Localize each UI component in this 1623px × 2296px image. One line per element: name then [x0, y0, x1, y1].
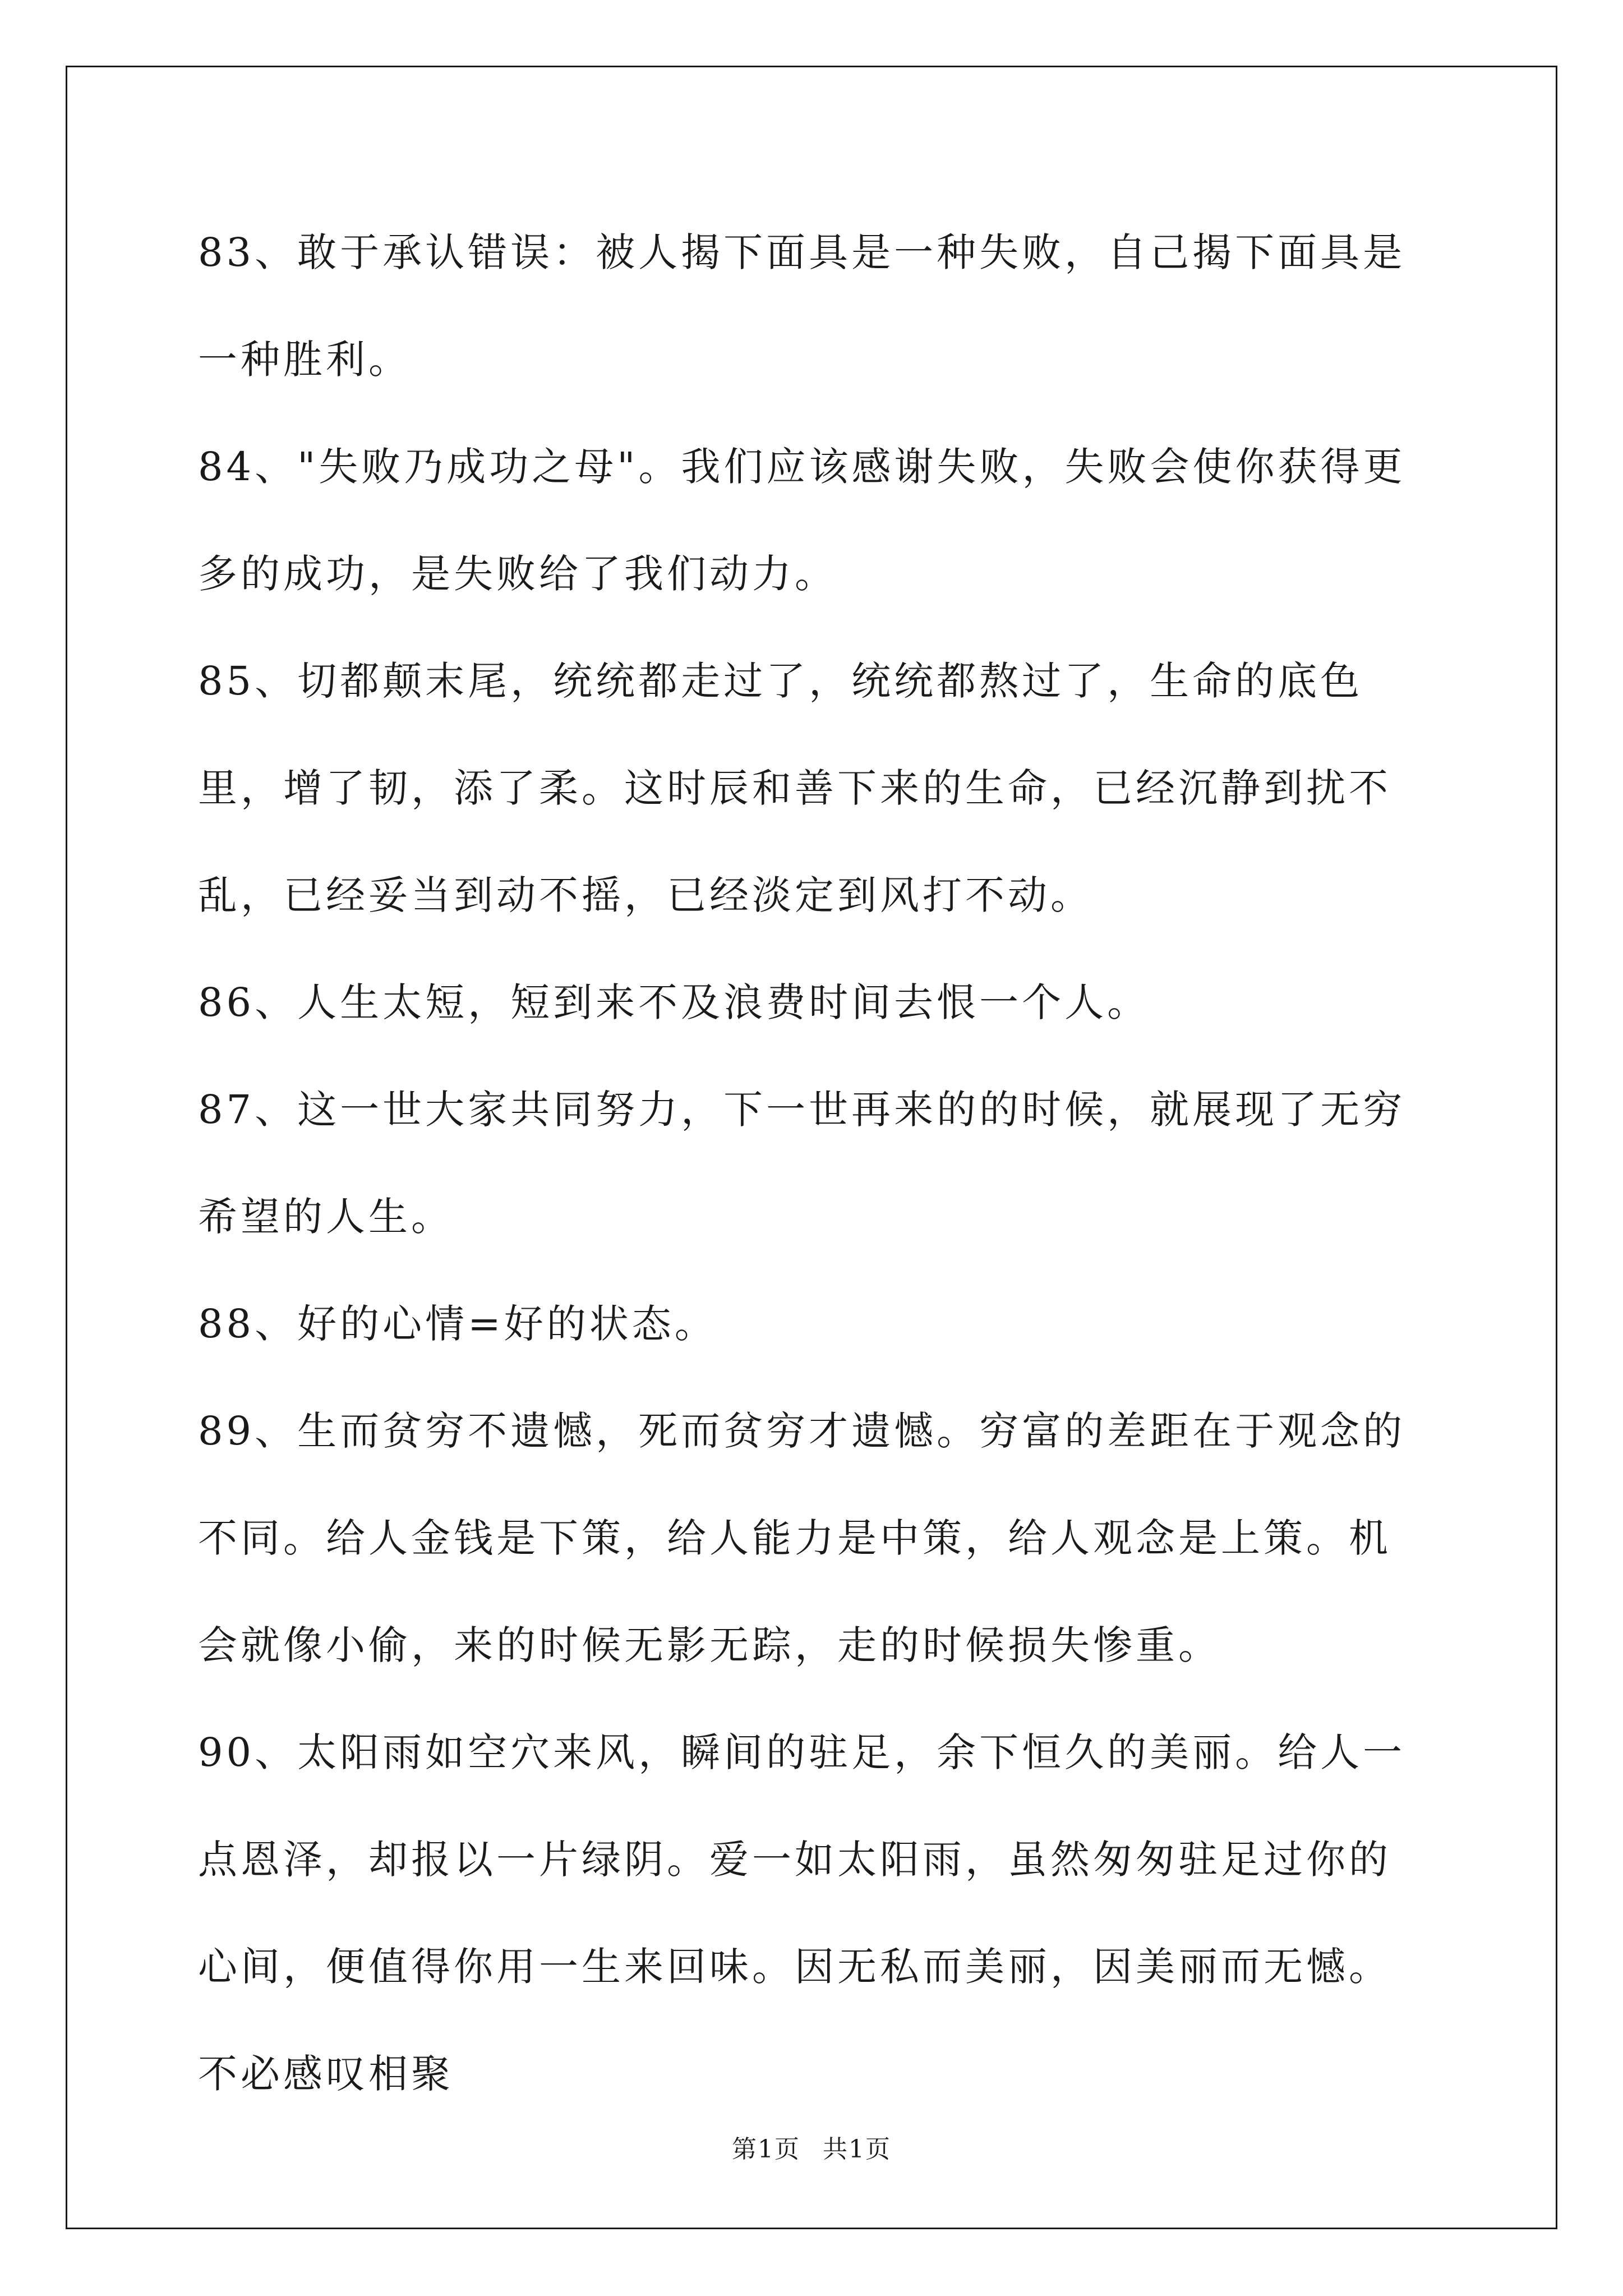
page-footer — [0, 2129, 1623, 2165]
paragraph-89: 89、生而贫穷不遗憾，死而贫穷才遗憾。穷富的差距在于观念的不同。给人金钱是下策，给人能力是中策，给人观念是上策。机会就像小偷，来的时候无影无踪，走的时候损失惨重。 — [198, 1408, 1406, 1668]
document-body — [198, 199, 1432, 2128]
paragraph-83: 83、敢于承认错误：被人揭下面具是一种失败，自己揭下面具是一种胜利。 — [198, 229, 1406, 383]
page-total: 共1页 — [823, 2135, 891, 2164]
paragraph-90: 90、太阳雨如空穴来风，瞬间的驻足，余下恒久的美丽。给人一点恩泽，却报以一片绿阴。爱一如太阳雨，虽然匆匆驻足过你的心间，便值得你用一生来回味。因无私而美丽，因美丽而无憾。不必感叹相聚 — [198, 1729, 1406, 2097]
paragraph-85: 85、切都颠末尾，统统都走过了，统统都熬过了，生命的底色里，增了韧，添了柔。这时辰和善下来的生命，已经沉静到扰不乱，已经妥当到动不摇，已经淡定到风打不动。 — [198, 658, 1391, 918]
paragraph-84: 84、"失败乃成功之母"。我们应该感谢失败，失败会使你获得更多的成功，是失败给了我们动力。 — [198, 444, 1406, 597]
paragraph-87: 87、这一世大家共同努力，下一世再来的的时候，就展现了无穷希望的人生。 — [198, 1087, 1406, 1240]
page-number: 第1页 — [732, 2135, 800, 2164]
paragraph-88: 88、好的心情=好的状态。 — [198, 1301, 717, 1347]
paragraph-86: 86、人生太短，短到来不及浪费时间去恨一个人。 — [198, 979, 1150, 1025]
